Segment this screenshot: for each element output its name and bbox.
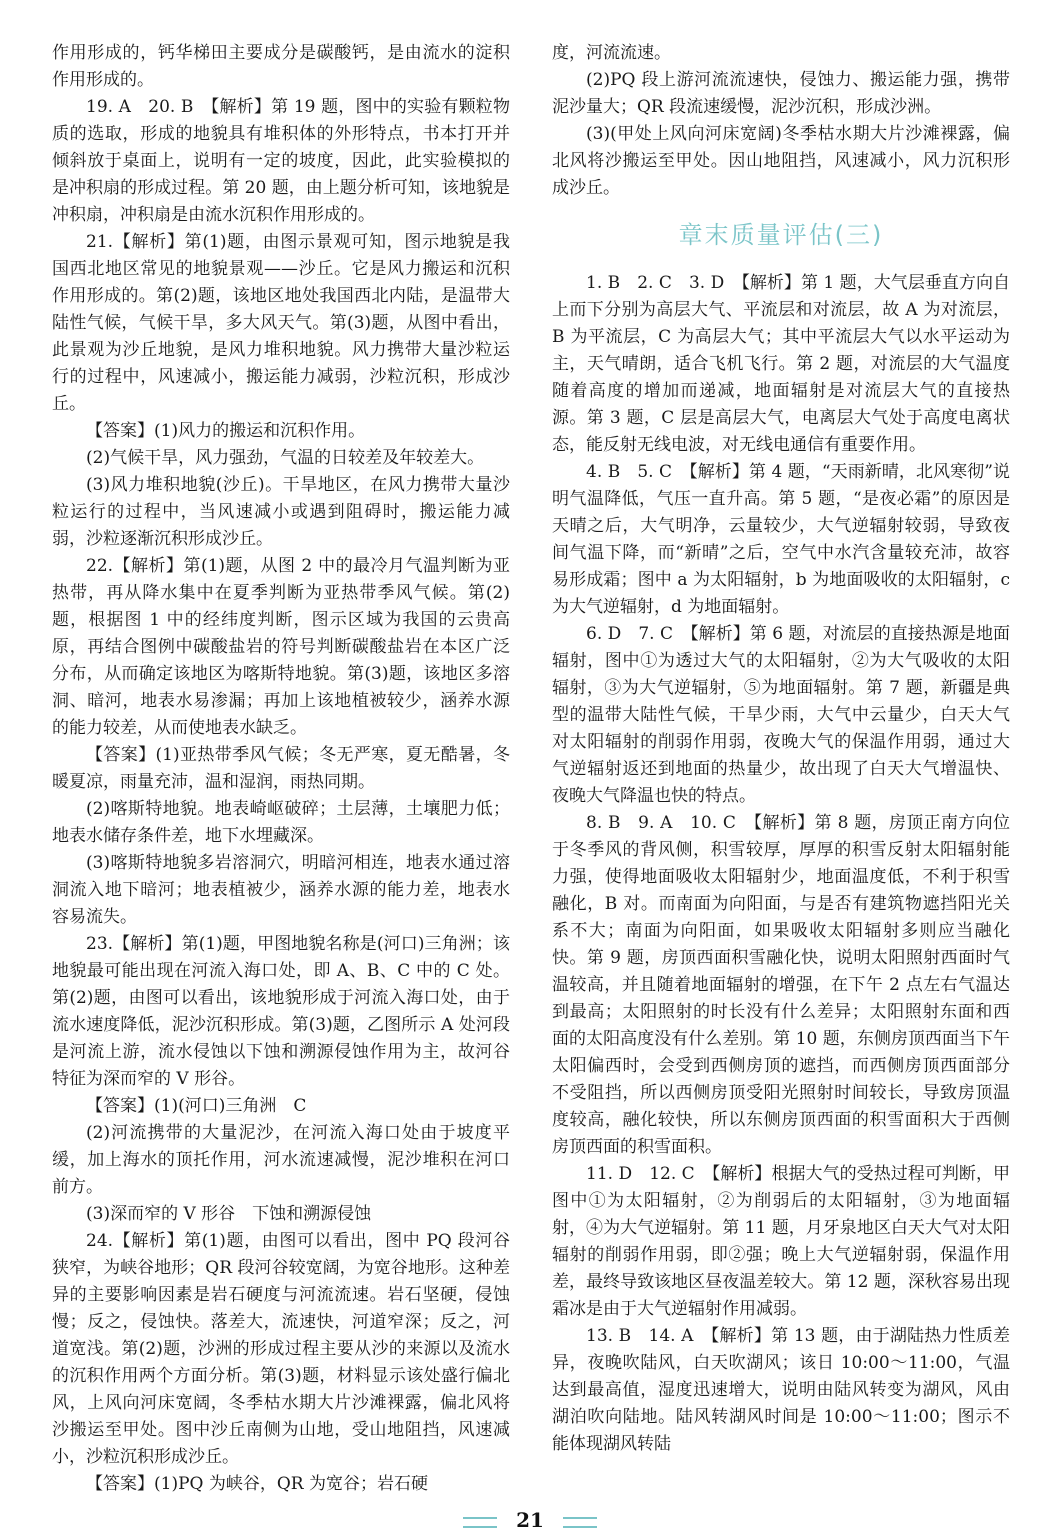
paragraph: 1. B 2. C 3. D 【解析】第 1 题，大气层垂直方向自上而下分别为高层大气、平流层和对流层，故 A 为对流层，B 为平流层，C 为高层大气；其中平流层大气以水平运动为主，天气晴朗，适合飞机飞行。第 2 题，对流层的大气温度随着高度的增加而递减，地面辐射是对流层大气的直接热源。第 3 题，C 层是高层大气，电离层大气处于高度电离状态，能反射无线电波，对无线电通信有重要作用。 [552,273,1010,455]
paragraph: 23.【解析】第(1)题，甲图地貌名称是(河口)三角洲；该地貌最可能出现在河流入海口处，即 A、B、C 中的 C 处。第(2)题，由图可以看出，该地貌形成于河流入海口处，由于流水速度降低，泥沙沉积形成。第(3)题，乙图所示 A 处河段是河流上游，流水侵蚀以下蚀和溯源侵蚀作用为主，故河谷特征为深而窄的 V 形谷。 [52,934,510,1089]
paragraph: 22.【解析】第(1)题，从图 2 中的最冷月气温判断为亚热带，再从降水集中在夏季判断为亚热带季风气候。第(2)题，根据图 1 中的经纬度判断，图示区域为我国的云贵高原，再结合图例中碳酸盐岩的符号判断碳酸盐岩在本区广泛分布，从而确定该地区为喀斯特地貌。第(3)题，该地区多溶洞、暗河，地表水易渗漏；再加上该地植被较少，涵养水源的能力较差，从而使地表水缺乏。 [52,556,510,738]
paragraph: 21.【解析】第(1)题，由图示景观可知，图示地貌是我国西北地区常见的地貌景观——沙丘。它是风力搬运和沉积作用形成的。第(2)题，该地区地处我国西北内陆，是温带大陆性气候，气候干旱，多大风天气。第(3)题，从图中看出，此景观为沙丘地貌，是风力堆积地貌。风力携带大量沙粒运行的过程中，风速减小，搬运能力减弱，沙粒沉积，形成沙丘。 [52,232,510,414]
left-column [52,40,510,1498]
paragraph: 6. D 7. C 【解析】第 6 题，对流层的直接热源是地面辐射，图中①为透过大气的太阳辐射，②为大气吸收的太阳辐射，③为大气逆辐射，⑤为地面辐射。第 7 题，新疆是典型的温带大陆性气候，干旱少雨，大气中云量少，白天大气对太阳辐射的削弱作用弱，夜晚大气的保温作用弱，通过大气逆辐射返还到地面的热量少，故出现了白天大气增温快、夜晚大气降温也快的特点。 [552,624,1010,806]
paragraph: (2)PQ 段上游河流流速快，侵蚀力、搬运能力强，携带泥沙量大；QR 段流速缓慢，泥沙沉积，形成沙洲。 [552,70,1010,117]
paragraph: (2)气候干旱，风力强劲，气温的日较差及年较差大。 [86,448,485,468]
paragraph: (3)(甲处上风向河床宽阔)冬季枯水期大片沙滩裸露，偏北风将沙搬运至甲处。因山地阻挡，风速减小，风力沉积形成沙丘。 [552,124,1010,198]
paragraph: 【答案】(1)(河口)三角洲 C [86,1096,307,1116]
section-title: 章末质量评估(三) [678,221,884,249]
paragraph: 11. D 12. C 【解析】根据大气的受热过程可判断，甲图中①为太阳辐射，②为削弱后的太阳辐射，③为地面辐射，④为大气逆辐射。第 11 题，月牙泉地区白天大气对太阳辐射的削弱作用弱，即②强；晚上大气逆辐射弱，保温作用差，最终导致该地区昼夜温差较大。第 12 题，深秋容易出现霜冰是由于大气逆辐射作用减弱。 [552,1164,1010,1319]
paragraph: 13. B 14. A 【解析】第 13 题，由于湖陆热力性质差异，夜晚吹陆风，白天吹湖风；该日 10:00～11:00，气温达到最高值，湿度迅速增大，说明由陆风转变为湖风，风由湖泊吹向陆地。陆风转湖风时间是 10:00～11:00；图示不能体现湖风转陆 [552,1326,1010,1454]
paragraph: (3)深而窄的 V 形谷 下蚀和溯源侵蚀 [86,1204,372,1224]
right-column-bottom [552,270,1010,1458]
paragraph: 作用形成的，钙华梯田主要成分是碳酸钙，是由流水的淀积作用形成的。 [52,43,510,90]
paragraph: (3)风力堆积地貌(沙丘)。干旱地区，在风力携带大量沙粒运行的过程中，当风速减小或遇到阻碍时，搬运能力减弱，沙粒逐渐沉积形成沙丘。 [52,475,510,549]
page-number: 21 [516,1508,544,1532]
paragraph: 24.【解析】第(1)题，由图可以看出，图中 PQ 段河谷狭窄，为峡谷地形；QR 段河谷较宽阔，为宽谷地形。这种差异的主要影响因素是岩石硬度与河流流速。岩石坚硬，侵蚀慢；反之，侵蚀快。落差大，流速快，河道窄深；反之，河道宽浅。第(2)题，沙洲的形成过程主要从沙的来源以及流水的沉积作用两个方面分析。第(3)题，材料显示该处盛行偏北风，上风向河床宽阔，冬季枯水期大片沙滩裸露，偏北风将沙搬运至甲处。图中沙丘南侧为山地，受山地阻挡，风速减小，沙粒沉积形成沙丘。 [52,1231,510,1467]
paragraph: 19. A 20. B 【解析】第 19 题，图中的实验有颗粒物质的选取，形成的地貌具有堆积体的外形特点，书本打开并倾斜放于桌面上，说明有一定的坡度，因此，此实验模拟的是冲积扇的形成过程。第 20 题，由上题分析可知，该地貌是冲积扇，冲积扇是由流水沉积作用形成的。 [52,97,510,225]
paragraph: 【答案】(1)风力的搬运和沉积作用。 [86,421,366,441]
right-column-top [552,40,1010,202]
paragraph: (2)河流携带的大量泥沙，在河流入海口处由于坡度平缓，加上海水的顶托作用，河水流速减慢，泥沙堆积在河口前方。 [52,1123,510,1197]
paragraph: 8. B 9. A 10. C 【解析】第 8 题，房顶正南方向位于冬季风的背风侧，积雪较厚，厚厚的积雪反射太阳辐射能力强，使得地面吸收太阳辐射少，地面温度低，不利于积雪融化，B 对。而南面为向阳面，与是否有建筑物遮挡阳光关系不大；南面为向阳面，如果吸收太阳辐射多则应当融化快。第 9 题，房顶西面积雪融化快，说明太阳照射西面时气温较高，并且随着地面辐射的增强，在下午 2 点左右气温达到最高；太阳照射的时长没有什么差异；太阳照射东面和西面的太阳高度没有什么差别。第 10 题，东侧房顶西面当下午太阳偏西时，会受到西侧房顶的遮挡，而西侧房顶西面部分不受阻挡，所以西侧房顶受阳光照射时间较长，导致房顶温度较高，融化较快，所以东侧房顶西面的积雪面积大于西侧房顶西面的积雪面积。 [552,813,1010,1157]
paragraph: 4. B 5. C 【解析】第 4 题，“天雨新晴，北风寒彻”说明气温降低，气压一直升高。第 5 题，“是夜必霜”的原因是天晴之后，大气明净，云量较少，大气逆辐射较弱，导致夜间气温下降，而“新晴”之后，空气中水汽含量较充沛，故容易形成霜；图中 a 为太阳辐射，b 为地面吸收的太阳辐射，c 为大气逆辐射，d 为地面辐射。 [552,462,1010,617]
paragraph: 度，河流流速。 [552,43,671,63]
paragraph: 【答案】(1)PQ 为峡谷，QR 为宽谷；岩石硬 [86,1474,428,1494]
paragraph: 【答案】(1)亚热带季风气候；冬无严寒，夏无酷暑，冬暖夏凉，雨量充沛，温和湿润，雨热同期。 [52,745,510,792]
paragraph: (3)喀斯特地貌多岩溶洞穴，明暗河相连，地表水通过溶洞流入地下暗河；地表植被少，涵养水源的能力差，地表水容易流失。 [52,853,510,927]
right-column [552,40,1010,1458]
paragraph: (2)喀斯特地貌。地表崎岖破碎；土层薄，土壤肥力低；地表水储存条件差，地下水埋藏深。 [52,799,510,846]
page-footer [0,1508,1060,1532]
footer-ornament-right [563,1517,597,1528]
footer-ornament-left [463,1517,497,1528]
